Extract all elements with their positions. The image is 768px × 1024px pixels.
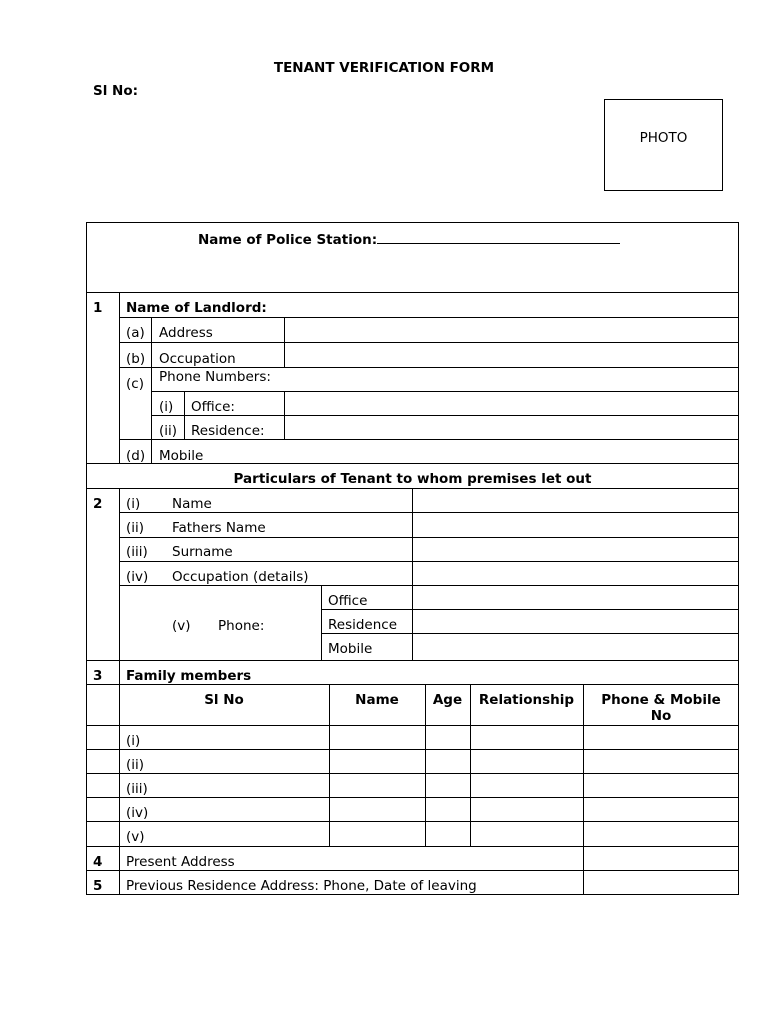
frame-bottom [86, 894, 739, 895]
tenant-residence-phone-label: Residence [328, 617, 398, 633]
landlord-office-phone-field[interactable] [285, 392, 738, 415]
frame-top [86, 222, 739, 223]
rule [184, 391, 185, 439]
photo-box[interactable] [604, 99, 723, 191]
family-relationship-cell[interactable] [471, 822, 583, 846]
rule [119, 488, 120, 660]
column-header-relationship: Relationship [478, 692, 575, 708]
sl-no-label: Sl No: [93, 83, 139, 99]
item-code: (b) [126, 351, 146, 367]
family-name-cell[interactable] [330, 726, 425, 749]
family-relationship-cell[interactable] [471, 726, 583, 749]
landlord-office-phone-label: Office: [191, 399, 235, 415]
family-name-cell[interactable] [330, 822, 425, 846]
present-address-label: Present Address [126, 854, 235, 870]
phone-code: (i) [159, 399, 174, 415]
item-code: (v) [172, 618, 191, 634]
particulars-heading: Particulars of Tenant to whom premises let out [233, 471, 592, 487]
landlord-occupation-field[interactable] [285, 343, 738, 367]
section-number: 2 [93, 496, 103, 512]
family-row-number: (iv) [126, 805, 149, 821]
landlord-address-label: Address [159, 325, 213, 341]
family-age-cell[interactable] [426, 750, 470, 773]
item-code: (d) [126, 448, 146, 464]
tenant-mobile-phone-label: Mobile [328, 641, 373, 657]
item-code: (i) [126, 496, 141, 512]
family-age-cell[interactable] [426, 726, 470, 749]
family-members-heading: Family members [126, 668, 252, 684]
landlord-mobile-label: Mobile [159, 448, 204, 464]
phone-code: (ii) [159, 423, 178, 439]
item-code: (ii) [126, 520, 145, 536]
landlord-residence-phone-label: Residence: [191, 423, 265, 439]
rule [321, 585, 322, 660]
item-code: (iv) [126, 569, 149, 585]
item-code: (iii) [126, 544, 148, 560]
family-name-cell[interactable] [330, 774, 425, 797]
rule [86, 292, 739, 293]
section-number: 1 [93, 300, 103, 316]
landlord-mobile-field[interactable] [152, 440, 738, 463]
previous-address-label: Previous Residence Address: Phone, Date of leaving [126, 878, 477, 894]
frame-right [738, 222, 739, 895]
family-phone-cell[interactable] [584, 798, 738, 821]
item-code: (a) [126, 325, 145, 341]
police-station-field[interactable] [377, 229, 620, 244]
tenant-surname-label: Surname [172, 544, 233, 560]
tenant-mobile-phone-field[interactable] [413, 634, 738, 660]
column-header-age: Age [432, 692, 463, 708]
photo-label: PHOTO [639, 130, 688, 146]
family-relationship-cell[interactable] [471, 774, 583, 797]
tenant-occupation-field[interactable] [413, 562, 738, 585]
tenant-residence-phone-field[interactable] [413, 610, 738, 633]
landlord-residence-phone-field[interactable] [285, 416, 738, 439]
tenant-office-phone-field[interactable] [413, 586, 738, 609]
previous-address-field[interactable] [584, 871, 738, 894]
family-age-cell[interactable] [426, 798, 470, 821]
family-phone-cell[interactable] [584, 750, 738, 773]
present-address-field[interactable] [584, 847, 738, 870]
section-number: 3 [93, 668, 103, 684]
tenant-name-label: Name [172, 496, 212, 512]
tenant-phone-label: Phone: [218, 618, 265, 634]
family-row-number: (ii) [126, 757, 145, 773]
family-age-cell[interactable] [426, 822, 470, 846]
tenant-surname-field[interactable] [413, 538, 738, 561]
item-code: (c) [126, 376, 144, 392]
tenant-occupation-label: Occupation (details) [172, 569, 309, 585]
family-name-cell[interactable] [330, 798, 425, 821]
landlord-heading: Name of Landlord: [126, 300, 267, 316]
column-header-name: Name [355, 692, 399, 708]
family-relationship-cell[interactable] [471, 798, 583, 821]
family-row-number: (i) [126, 733, 141, 749]
section-number: 4 [93, 854, 103, 870]
landlord-occupation-label: Occupation [159, 351, 236, 367]
landlord-phone-numbers-label: Phone Numbers: [159, 369, 271, 385]
tenant-fathers-name-field[interactable] [413, 513, 738, 537]
form-title: TENANT VERIFICATION FORM [273, 60, 495, 76]
frame-left [86, 222, 87, 895]
column-header-sl-no: Sl No [204, 692, 244, 708]
landlord-address-field[interactable] [285, 318, 738, 342]
family-row-number: (v) [126, 829, 145, 845]
family-phone-cell[interactable] [584, 822, 738, 846]
column-header-phone-mobile: Phone & Mobile No [601, 692, 721, 724]
rule [86, 660, 739, 661]
rule [119, 367, 739, 368]
family-row-number: (iii) [126, 781, 148, 797]
tenant-fathers-name-label: Fathers Name [172, 520, 266, 536]
family-age-cell[interactable] [426, 774, 470, 797]
family-name-cell[interactable] [330, 750, 425, 773]
tenant-name-field[interactable] [413, 489, 738, 512]
rule [86, 684, 739, 685]
family-phone-cell[interactable] [584, 726, 738, 749]
family-relationship-cell[interactable] [471, 750, 583, 773]
tenant-office-phone-label: Office [328, 593, 368, 609]
police-station-label: Name of Police Station: [198, 229, 620, 248]
section-number: 5 [93, 878, 103, 894]
family-phone-cell[interactable] [584, 774, 738, 797]
